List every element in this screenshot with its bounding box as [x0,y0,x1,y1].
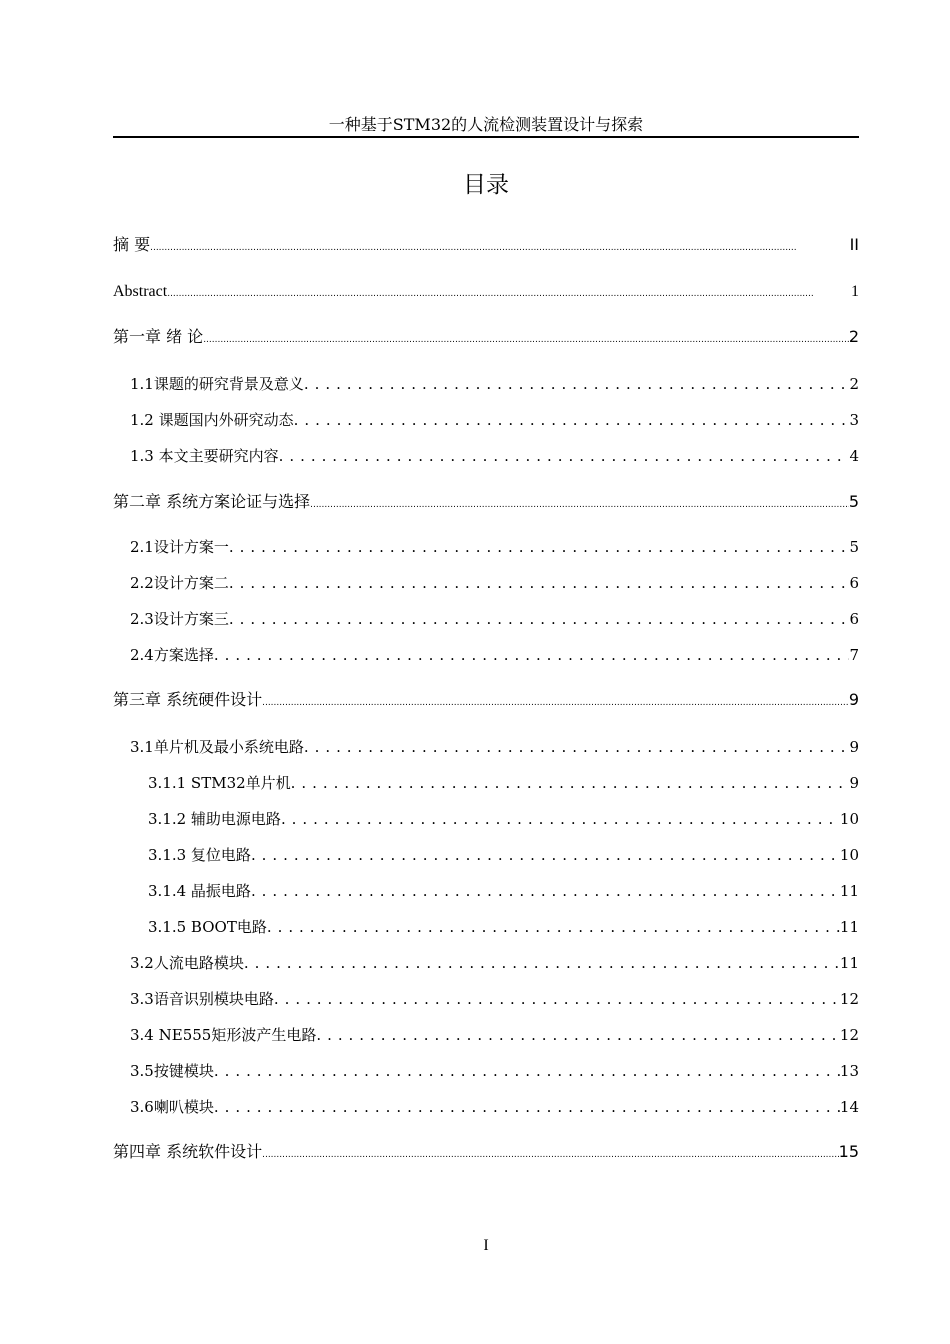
toc-entry-page: 3 [849,411,859,429]
toc-entry-abstract-en[interactable] [113,281,859,303]
toc-entry-3-2[interactable] [130,952,859,974]
toc-entry-label: Abstract [113,283,168,300]
toc-entry-3-1-2[interactable] [148,808,859,830]
dot-leader [229,536,850,558]
toc-entry-page: 11 [839,882,859,900]
dot-leader [304,373,850,395]
toc-entry-page: 6 [849,574,859,592]
toc-entry-page: 1 [851,283,859,300]
toc-entry-3-1-1[interactable] [148,772,859,794]
toc-entry-abstract-cn[interactable] [113,234,859,256]
toc-entry-page: 12 [839,1026,859,1044]
toc-entry-label: 1.3 本文主要研究内容 [130,447,279,465]
toc-entry-label: 3.3语音识别模块电路 [130,990,274,1008]
dot-leader [229,608,850,630]
toc-entry-label: 3.4 NE555矩形波产生电路 [130,1026,317,1044]
toc-entry-chapter-4[interactable] [113,1141,859,1163]
dot-leader [262,689,849,714]
toc-entry-page: 11 [839,918,859,936]
toc-entry-2-4[interactable] [130,644,859,666]
toc-entry-label: 2.1设计方案一 [130,538,229,556]
toc-entry-page: 11 [839,954,859,972]
toc-entry-2-3[interactable] [130,608,859,630]
dot-leader [214,1060,840,1082]
dot-leader [279,445,850,467]
toc-entry-page: 15 [838,1142,859,1161]
dot-leader [291,772,850,794]
toc-entry-3-1[interactable] [130,736,859,758]
toc-entry-chapter-2[interactable] [113,491,859,513]
toc-title: 目录 [463,172,509,198]
dot-leader [251,844,840,866]
toc-entry-label: 第二章 系统方案论证与选择 [113,492,311,511]
toc-entry-page: II [849,235,859,254]
toc-entry-label: 第四章 系统软件设计 [113,1142,263,1161]
dot-leader [294,409,850,431]
toc-entry-label: 第三章 系统硬件设计 [113,690,263,709]
toc-entry-3-4[interactable] [130,1024,859,1046]
toc-entry-page: 9 [849,738,859,756]
toc-entry-page: 2 [848,327,859,346]
toc-entry-page: 9 [848,690,859,709]
toc-entry-label: 2.3设计方案三 [130,610,229,628]
toc-entry-2-2[interactable] [130,572,859,594]
toc-entry-page: 12 [839,990,859,1008]
dot-leader [267,916,840,938]
toc-entry-page: 5 [848,492,859,511]
toc-entry-1-3[interactable] [130,445,859,467]
toc-entry-page: 10 [839,846,859,864]
toc-entry-label: 1.1课题的研究背景及意义 [130,375,304,393]
toc-entry-label: 3.1.1 STM32单片机 [148,774,291,792]
toc-entry-3-1-4[interactable] [148,880,859,902]
toc-entry-label: 3.1.2 辅助电源电路 [148,810,281,828]
toc-entry-label: 3.1.5 BOOT电路 [148,918,267,936]
toc-entry-page: 10 [839,810,859,828]
toc-entry-page: 7 [849,646,859,664]
toc-entry-label: 第一章 绪 论 [113,327,204,346]
toc-entry-page: 2 [849,375,859,393]
dot-leader [274,988,840,1010]
toc-entry-label: 2.2设计方案二 [130,574,229,592]
toc-entry-chapter-3[interactable] [113,689,859,711]
dot-leader [214,1096,840,1118]
dot-leader [281,808,840,830]
toc-entry-page: 6 [849,610,859,628]
toc-entry-label: 3.1.4 晶振电路 [148,882,251,900]
toc-entry-label: 3.1单片机及最小系统电路 [130,738,304,756]
dot-leader [214,644,850,666]
dot-leader [167,281,851,305]
toc-entry-3-6[interactable] [130,1096,859,1118]
dot-leader [203,326,849,351]
toc-entry-label: 1.2 课题国内外研究动态 [130,411,294,429]
toc-entry-page: 13 [839,1062,859,1080]
dot-leader [310,491,849,516]
toc-entry-page: 9 [849,774,859,792]
toc-entry-label: 摘 要 [113,235,151,254]
toc-entry-3-3[interactable] [130,988,859,1010]
toc-entry-2-1[interactable] [130,536,859,558]
toc-entry-page: 4 [849,447,859,465]
toc-entry-label: 3.1.3 复位电路 [148,846,251,864]
header-rule [113,136,859,138]
toc-entry-1-1[interactable] [130,373,859,395]
dot-leader [316,1024,840,1046]
toc-entry-3-1-5[interactable] [148,916,859,938]
dot-leader [304,736,850,758]
toc-entry-3-5[interactable] [130,1060,859,1082]
dot-leader [229,572,850,594]
dot-leader [244,952,840,974]
dot-leader [150,234,849,259]
toc-entry-label: 3.2人流电路模块 [130,954,244,972]
toc-entry-3-1-3[interactable] [148,844,859,866]
toc-entry-chapter-1[interactable] [113,326,859,348]
dot-leader [262,1141,839,1166]
page-number: I [483,1237,489,1254]
toc-entry-1-2[interactable] [130,409,859,431]
toc-entry-label: 3.6喇叭模块 [130,1098,214,1116]
toc-entry-page: 5 [849,538,859,556]
toc-entry-page: 14 [839,1098,859,1116]
dot-leader [251,880,840,902]
toc-entry-label: 2.4方案选择 [130,646,214,664]
toc-entry-label: 3.5按键模块 [130,1062,214,1080]
running-header: 一种基于STM32的人流检测装置设计与探索 [328,115,644,134]
